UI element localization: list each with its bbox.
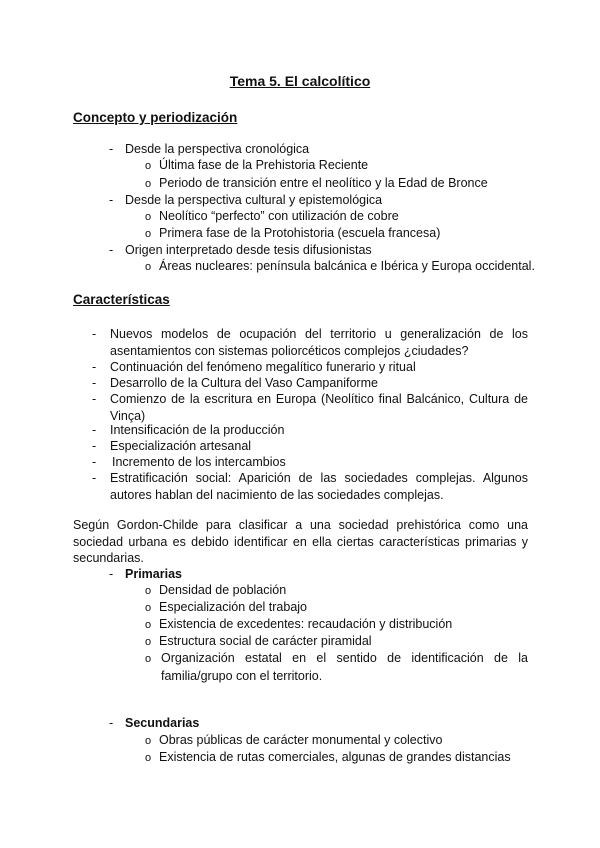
- bullet-icon: o: [145, 653, 152, 665]
- list-item: Nuevos modelos de ocupación del territorio u generalización de los asentamientos con sistemas poliorcéticos complejos ¿ciudades?: [110, 327, 528, 358]
- sub-list-item: Estructura social de carácter piramidal: [159, 634, 372, 648]
- list-dash: -: [92, 392, 97, 406]
- list-item: Desarrollo de la Cultura del Vaso Campaniforme: [110, 376, 378, 390]
- list-item: Estratificación social: Aparición de las sociedades complejas. Algunos autores hablan del nacimiento de las sociedades complejas.: [110, 471, 528, 502]
- list-item: Desde la perspectiva cultural y epistemológica: [125, 193, 383, 207]
- list-item: Intensificación de la producción: [110, 423, 285, 437]
- list-dash: -: [92, 455, 97, 469]
- list-dash: -: [109, 193, 114, 207]
- sub-list-item: Obras públicas de carácter monumental y colectivo: [159, 733, 443, 747]
- sub-list-item: Densidad de población: [159, 583, 287, 597]
- list-dash: -: [92, 376, 97, 390]
- sub-list-item: Última fase de la Prehistoria Reciente: [159, 158, 369, 172]
- sub-list-item-continuation: familia/grupo con el territorio.: [161, 669, 323, 683]
- list-dash: -: [92, 471, 97, 485]
- sub-list-item: Especialización del trabajo: [159, 600, 308, 614]
- bullet-icon: o: [145, 636, 152, 648]
- list-dash: -: [92, 327, 97, 341]
- list-item: Incremento de los intercambios: [112, 455, 286, 469]
- sub-list-item: Existencia de excedentes: recaudación y distribución: [159, 617, 453, 631]
- bullet-icon: o: [145, 602, 152, 614]
- list-dash: -: [109, 567, 114, 581]
- sub-list-item: Áreas nucleares: península balcánica e Ibérica y Europa occidental.: [159, 259, 535, 273]
- list-item-primarias: Primarias: [125, 567, 182, 581]
- sub-list-item: Existencia de rutas comerciales, algunas de grandes distancias: [159, 750, 511, 764]
- list-dash: -: [92, 423, 97, 437]
- list-item: Comienzo de la escritura en Europa (Neolítico final Balcánico, Cultura de Vinça): [110, 392, 528, 423]
- list-item: Desde la perspectiva cronológica: [125, 142, 310, 156]
- section-heading-caracteristicas: Características: [73, 292, 170, 307]
- list-item: Continuación del fenómeno megalítico funerario y ritual: [110, 360, 416, 374]
- sub-list-item: Periodo de transición entre el neolítico y la Edad de Bronce: [159, 176, 488, 190]
- bullet-icon: o: [145, 752, 152, 764]
- list-dash: -: [109, 243, 114, 257]
- section-heading-concepto: Concepto y periodización: [73, 110, 238, 125]
- bullet-icon: o: [145, 211, 152, 223]
- list-dash: -: [92, 360, 97, 374]
- list-item-secundarias: Secundarias: [125, 716, 200, 730]
- bullet-icon: o: [145, 228, 152, 240]
- bullet-icon: o: [145, 160, 152, 172]
- list-item: Especialización artesanal: [110, 439, 252, 453]
- list-dash: -: [109, 716, 114, 730]
- list-dash: -: [92, 439, 97, 453]
- page-title: Tema 5. El calcolítico: [229, 73, 371, 89]
- bullet-icon: o: [145, 735, 152, 747]
- sub-list-item: Primera fase de la Protohistoria (escuela francesa): [159, 226, 441, 240]
- bullet-icon: o: [145, 178, 152, 190]
- sub-list-item: Neolítico “perfecto” con utilización de cobre: [159, 209, 399, 223]
- bullet-icon: o: [145, 261, 152, 273]
- list-item: Origen interpretado desde tesis difusionistas: [125, 243, 372, 257]
- bullet-icon: o: [145, 619, 152, 631]
- bullet-icon: o: [145, 585, 152, 597]
- body-paragraph: Según Gordon-Childe para clasificar a una sociedad prehistórica como una sociedad urbana es debido identificar en ella ciertas características primarias y secundarias.: [73, 518, 528, 565]
- sub-list-item: Organización estatal en el sentido de identificación de la: [161, 651, 528, 665]
- list-dash: -: [109, 142, 114, 156]
